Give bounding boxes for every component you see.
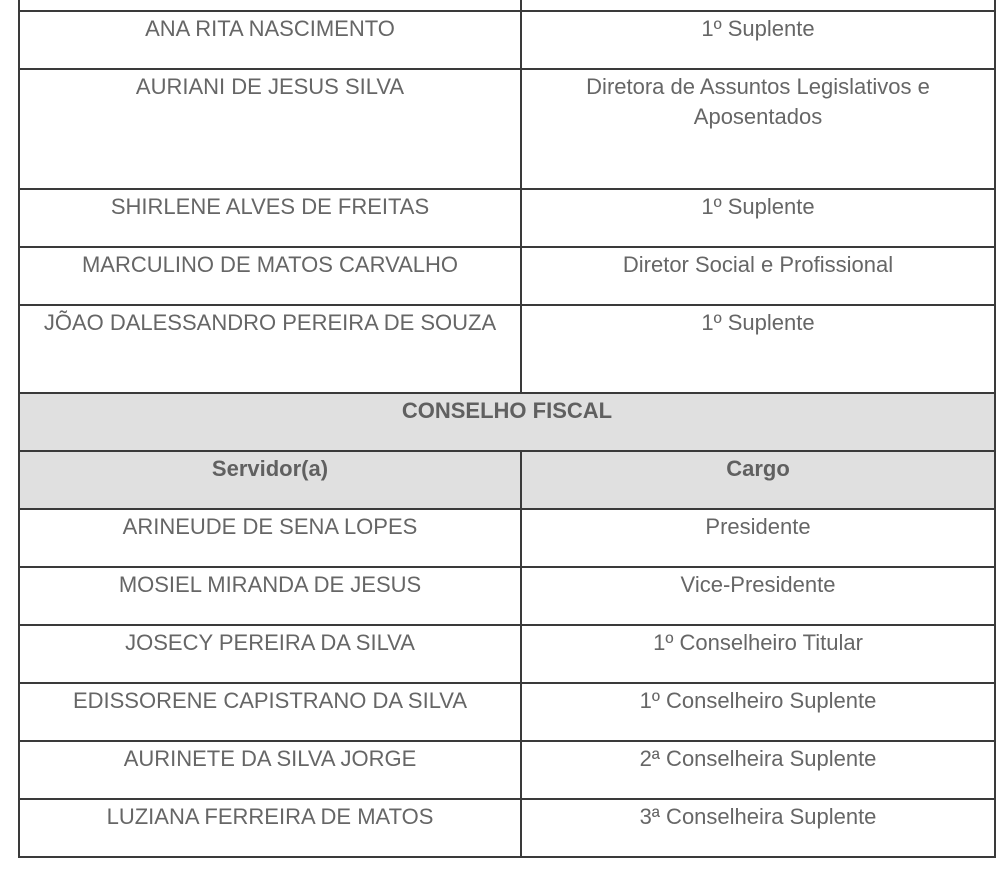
table-row <box>19 509 995 567</box>
servidor-cell: ANA RITA NASCIMENTO <box>19 11 521 69</box>
cargo-cell: 1º Suplente <box>521 11 995 69</box>
servidor-cell: EDISSORENE CAPISTRANO DA SILVA <box>19 683 521 741</box>
table-row <box>19 567 995 625</box>
servidor-cell: LUZIANA FERREIRA DE MATOS <box>19 799 521 857</box>
servidor-cell: AURINETE DA SILVA JORGE <box>19 741 521 799</box>
servidor-cell: JOSECY PEREIRA DA SILVA <box>19 625 521 683</box>
cell-empty <box>521 0 995 11</box>
table-row <box>19 683 995 741</box>
cargo-cell: 1º Conselheiro Titular <box>521 625 995 683</box>
cargo-cell: Diretor Social e Profissional <box>521 247 995 305</box>
table-row <box>19 625 995 683</box>
servidor-cell: AURIANI DE JESUS SILVA <box>19 69 521 189</box>
servidor-cell: JÕAO DALESSANDRO PEREIRA DE SOUZA <box>19 305 521 393</box>
table-row <box>19 799 995 857</box>
cargo-cell: Presidente <box>521 509 995 567</box>
servidor-cell: MOSIEL MIRANDA DE JESUS <box>19 567 521 625</box>
column-header-servidor: Servidor(a) <box>19 451 521 509</box>
table-row <box>19 741 995 799</box>
section-title: CONSELHO FISCAL <box>19 393 995 451</box>
table-row <box>19 189 995 247</box>
table-row <box>19 305 995 393</box>
board-members-table <box>18 0 996 858</box>
cargo-cell: 1º Conselheiro Suplente <box>521 683 995 741</box>
servidor-cell: MARCULINO DE MATOS CARVALHO <box>19 247 521 305</box>
table-row <box>19 11 995 69</box>
cargo-cell: 2ª Conselheira Suplente <box>521 741 995 799</box>
cargo-cell: 1º Suplente <box>521 305 995 393</box>
servidor-cell: SHIRLENE ALVES DE FREITAS <box>19 189 521 247</box>
column-header-row <box>19 451 995 509</box>
cargo-cell: 3ª Conselheira Suplente <box>521 799 995 857</box>
cargo-cell: Diretora de Assuntos Legislativos e Aposentados <box>521 69 995 189</box>
cell-empty <box>19 0 521 11</box>
cargo-cell: 1º Suplente <box>521 189 995 247</box>
servidor-cell: ARINEUDE DE SENA LOPES <box>19 509 521 567</box>
section-header-row <box>19 393 995 451</box>
table-row-partial <box>19 0 995 11</box>
column-header-cargo: Cargo <box>521 451 995 509</box>
cargo-cell: Vice-Presidente <box>521 567 995 625</box>
table-row <box>19 69 995 189</box>
table-row <box>19 247 995 305</box>
